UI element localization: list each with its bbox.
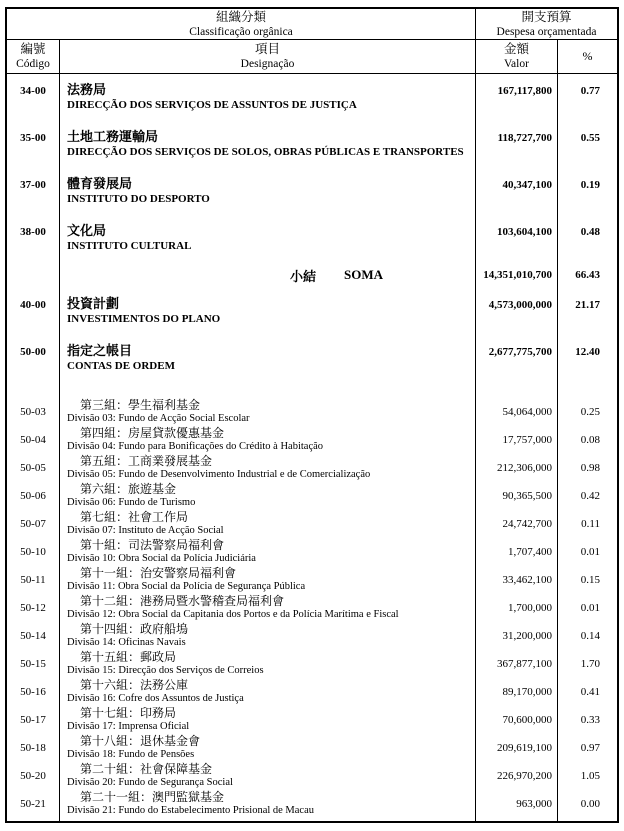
row-amount: 33,462,100 bbox=[476, 566, 558, 594]
row-designation bbox=[60, 215, 476, 262]
subtotal-label-pt: SOMA bbox=[344, 267, 383, 282]
row-percent: 0.08 bbox=[580, 434, 600, 446]
row-designation bbox=[60, 510, 476, 538]
row-designation-pt: Divisão 20: Fundo de Segurança Social bbox=[67, 777, 233, 788]
row-code: 50-16 bbox=[7, 678, 60, 706]
row-code: 50-17 bbox=[7, 706, 60, 734]
row-percent: 0.14 bbox=[580, 630, 600, 642]
row-amount: 31,200,000 bbox=[476, 622, 558, 650]
table-row bbox=[7, 335, 617, 382]
row-designation bbox=[60, 335, 476, 382]
row-designation bbox=[60, 538, 476, 566]
column-header-designation-zh: 項目 bbox=[254, 42, 280, 56]
row-percent bbox=[558, 818, 617, 821]
row-amount: 367,877,100 bbox=[476, 650, 558, 678]
table-row bbox=[7, 706, 617, 734]
table-row bbox=[7, 790, 617, 818]
row-designation-zh: 第十組：司法警察局福利會 bbox=[80, 538, 225, 552]
row-designation-pt: DIRECÇÃO DOS SERVIÇOS DE ASSUNTOS DE JUSTIÇA bbox=[67, 99, 357, 111]
row-percent: 0.11 bbox=[581, 518, 600, 530]
column-header-percent-symbol: % bbox=[582, 49, 593, 63]
row-amount: 1,700,000 bbox=[476, 594, 558, 622]
row-amount: 14,351,010,700 bbox=[476, 262, 558, 288]
column-header-designation bbox=[60, 40, 476, 73]
row-designation-pt: Divisão 04: Fundo para Bonificações do Crédito à Habitação bbox=[67, 441, 324, 452]
table-header-groups bbox=[7, 9, 617, 40]
row-amount: 24,742,700 bbox=[476, 510, 558, 538]
row-percent: 12.40 bbox=[575, 346, 600, 358]
table-row bbox=[7, 762, 617, 790]
column-header-code bbox=[7, 40, 60, 73]
column-header-code-pt: Código bbox=[16, 58, 50, 70]
row-percent: 0.98 bbox=[580, 462, 600, 474]
row-amount: 90,365,500 bbox=[476, 482, 558, 510]
row-code: 50-15 bbox=[7, 650, 60, 678]
row-percent: 0.25 bbox=[580, 406, 600, 418]
row-percent: 0.55 bbox=[580, 132, 600, 144]
row-designation-pt: Divisão 21: Fundo do Estabelecimento Prisional de Macau bbox=[67, 805, 314, 816]
row-designation-pt: Divisão 10: Obra Social da Polícia Judiciária bbox=[67, 553, 256, 564]
row-designation-zh: 文化局 bbox=[67, 223, 107, 238]
table-row bbox=[7, 288, 617, 335]
row-percent: 0.97 bbox=[580, 742, 600, 754]
table-row bbox=[7, 594, 617, 622]
header-budget-expenditure-zh: 開支預算 bbox=[521, 9, 572, 24]
row-designation bbox=[60, 288, 476, 335]
row-designation-zh: 第五組：工商業發展基金 bbox=[80, 454, 213, 468]
row-designation bbox=[60, 762, 476, 790]
row-amount: 103,604,100 bbox=[476, 215, 558, 262]
row-designation-zh: 第十二組：港務局暨水警稽查局福利會 bbox=[80, 594, 285, 608]
row-designation bbox=[60, 650, 476, 678]
budget-table bbox=[5, 7, 619, 823]
row-designation-zh: 土地工務運輸局 bbox=[67, 129, 159, 144]
row-amount: 212,306,000 bbox=[476, 454, 558, 482]
row-percent: 1.70 bbox=[580, 658, 600, 670]
row-designation-pt: Divisão 14: Oficinas Navais bbox=[67, 637, 186, 648]
row-amount: 2,677,775,700 bbox=[476, 335, 558, 382]
row-code: 50-14 bbox=[7, 622, 60, 650]
row-designation bbox=[60, 74, 476, 121]
row-designation-pt: Divisão 03: Fundo de Acção Social Escolar bbox=[67, 413, 250, 424]
row-designation-pt: Divisão 07: Instituto de Acção Social bbox=[67, 525, 224, 536]
header-budget-expenditure bbox=[476, 9, 617, 39]
column-header-amount-pt: Valor bbox=[504, 58, 529, 70]
row-code: 50-00 bbox=[7, 335, 60, 382]
row-designation-pt: INSTITUTO CULTURAL bbox=[67, 240, 192, 252]
row-code: 50-06 bbox=[7, 482, 60, 510]
row-designation-pt: CONTAS DE ORDEM bbox=[67, 360, 175, 372]
row-designation-pt: Divisão 11: Obra Social da Polícia de Segurança Pública bbox=[67, 581, 306, 592]
row-designation bbox=[60, 706, 476, 734]
row-percent: 66.43 bbox=[575, 269, 600, 281]
row-designation-pt: INSTITUTO DO DESPORTO bbox=[67, 193, 210, 205]
row-designation bbox=[60, 426, 476, 454]
row-code: 38-00 bbox=[7, 215, 60, 262]
header-org-classification-pt: Classificação orgânica bbox=[189, 25, 293, 38]
row-designation-pt: Divisão 12: Obra Social da Capitania dos Portos e da Polícia Marítima e Fiscal bbox=[67, 609, 399, 620]
row-designation-zh: 第十七組：印務局 bbox=[80, 706, 177, 720]
column-header-amount-zh: 金額 bbox=[503, 42, 529, 56]
table-row bbox=[7, 426, 617, 454]
row-amount: 89,170,000 bbox=[476, 678, 558, 706]
row-designation-pt: INVESTIMENTOS DO PLANO bbox=[67, 313, 221, 325]
row-designation bbox=[60, 168, 476, 215]
row-designation bbox=[60, 454, 476, 482]
row-designation-zh: 第二十一組：澳門監獄基金 bbox=[80, 790, 225, 804]
row-code: 37-00 bbox=[7, 168, 60, 215]
row-designation-pt: Divisão 16: Cofre dos Assuntos de Justiça bbox=[67, 693, 244, 704]
row-percent: 0.33 bbox=[580, 714, 600, 726]
row-amount: 17,757,000 bbox=[476, 426, 558, 454]
row-amount: 54,064,000 bbox=[476, 382, 558, 426]
row-designation-zh: 投資計劃 bbox=[67, 296, 120, 311]
row-amount: 118,727,700 bbox=[476, 121, 558, 168]
row-designation bbox=[60, 622, 476, 650]
column-header-amount bbox=[476, 40, 558, 73]
subtotal-label-zh: 小結 bbox=[289, 268, 316, 284]
row-designation-zh: 第十六組：法務公庫 bbox=[80, 678, 189, 692]
row-amount bbox=[476, 818, 558, 821]
row-amount: 70,600,000 bbox=[476, 706, 558, 734]
row-designation-zh: 第三組：學生福利基金 bbox=[80, 397, 201, 412]
row-percent: 0.15 bbox=[580, 574, 600, 586]
header-org-classification bbox=[7, 9, 476, 39]
row-percent: 0.42 bbox=[580, 490, 600, 502]
row-designation bbox=[60, 262, 476, 288]
row-designation-pt: Divisão 17: Imprensa Oficial bbox=[67, 721, 190, 732]
table-row bbox=[7, 262, 617, 288]
row-percent: 1.05 bbox=[580, 770, 600, 782]
row-code: 50-11 bbox=[7, 566, 60, 594]
table-row bbox=[7, 121, 617, 168]
row-code: 50-03 bbox=[7, 382, 60, 426]
row-code: 50-18 bbox=[7, 734, 60, 762]
header-org-classification-zh: 組織分類 bbox=[215, 9, 266, 24]
table-body bbox=[7, 74, 617, 821]
table-row bbox=[7, 482, 617, 510]
row-designation bbox=[60, 790, 476, 818]
row-designation-pt: Divisão 06: Fundo de Turismo bbox=[67, 497, 196, 508]
row-code: 50-10 bbox=[7, 538, 60, 566]
table-row bbox=[7, 678, 617, 706]
row-designation bbox=[60, 382, 476, 426]
row-designation bbox=[60, 566, 476, 594]
row-code: 50-04 bbox=[7, 426, 60, 454]
row-designation-pt: Divisão 05: Fundo de Desenvolvimento Industrial e de Comercialização bbox=[67, 469, 371, 480]
row-code bbox=[7, 818, 60, 821]
row-designation-pt: Divisão 18: Fundo de Pensões bbox=[67, 749, 195, 760]
row-code: 50-20 bbox=[7, 762, 60, 790]
row-designation-zh: 第十一組：治安警察局福利會 bbox=[80, 566, 237, 580]
table-row bbox=[7, 538, 617, 566]
row-designation-zh: 法務局 bbox=[67, 82, 107, 97]
row-designation bbox=[60, 594, 476, 622]
row-amount: 40,347,100 bbox=[476, 168, 558, 215]
row-designation-zh: 第二十組：社會保障基金 bbox=[80, 762, 213, 776]
row-amount: 226,970,200 bbox=[476, 762, 558, 790]
table-header-columns bbox=[7, 40, 617, 74]
row-percent: 21.17 bbox=[575, 299, 600, 311]
row-designation bbox=[60, 818, 476, 821]
row-amount: 209,619,100 bbox=[476, 734, 558, 762]
table-row bbox=[7, 454, 617, 482]
row-code: 50-05 bbox=[7, 454, 60, 482]
row-percent: 0.00 bbox=[580, 798, 600, 810]
row-designation-pt: DIRECÇÃO DOS SERVIÇOS DE SOLOS, OBRAS PÚBLICAS E TRANSPORTES bbox=[67, 146, 464, 158]
header-budget-expenditure-pt: Despesa orçamentada bbox=[496, 25, 597, 38]
row-designation-zh: 第十四組：政府船塢 bbox=[80, 622, 189, 636]
column-header-code-zh: 編號 bbox=[20, 42, 46, 56]
row-designation bbox=[60, 482, 476, 510]
table-row bbox=[7, 650, 617, 678]
row-designation-zh: 第四組：房屋貸款優惠基金 bbox=[80, 426, 225, 440]
row-percent: 0.48 bbox=[580, 226, 600, 238]
row-amount: 1,707,400 bbox=[476, 538, 558, 566]
row-designation-pt: Divisão 15: Direcção dos Serviços de Correios bbox=[67, 665, 264, 676]
row-percent: 0.01 bbox=[580, 546, 600, 558]
table-row bbox=[7, 215, 617, 262]
row-designation-zh: 第十五組：郵政局 bbox=[80, 650, 177, 664]
row-percent: 0.77 bbox=[580, 85, 600, 97]
filler-row bbox=[7, 818, 617, 821]
row-designation-zh: 第七組：社會工作局 bbox=[80, 510, 189, 524]
row-amount: 4,573,000,000 bbox=[476, 288, 558, 335]
row-amount: 963,000 bbox=[476, 790, 558, 818]
table-row bbox=[7, 622, 617, 650]
row-designation-zh: 第六組：旅遊基金 bbox=[80, 482, 177, 496]
table-row bbox=[7, 566, 617, 594]
row-percent: 0.19 bbox=[580, 179, 600, 191]
row-designation bbox=[60, 678, 476, 706]
row-amount: 167,117,800 bbox=[476, 74, 558, 121]
column-header-percent bbox=[558, 40, 617, 73]
row-code bbox=[7, 262, 60, 288]
column-header-designation-pt: Designação bbox=[240, 58, 295, 70]
row-code: 40-00 bbox=[7, 288, 60, 335]
table-row bbox=[7, 510, 617, 538]
row-code: 34-00 bbox=[7, 74, 60, 121]
table-row bbox=[7, 168, 617, 215]
row-designation bbox=[60, 121, 476, 168]
row-designation bbox=[60, 734, 476, 762]
table-row bbox=[7, 382, 617, 426]
row-designation-zh: 第十八組：退休基金會 bbox=[80, 734, 201, 748]
row-designation-zh: 指定之帳目 bbox=[67, 343, 133, 358]
row-code: 35-00 bbox=[7, 121, 60, 168]
row-percent: 0.41 bbox=[580, 686, 600, 698]
row-code: 50-12 bbox=[7, 594, 60, 622]
row-designation-zh: 體育發展局 bbox=[67, 176, 133, 191]
row-percent: 0.01 bbox=[580, 602, 600, 614]
row-code: 50-07 bbox=[7, 510, 60, 538]
row-code: 50-21 bbox=[7, 790, 60, 818]
table-row bbox=[7, 734, 617, 762]
table-row bbox=[7, 74, 617, 121]
